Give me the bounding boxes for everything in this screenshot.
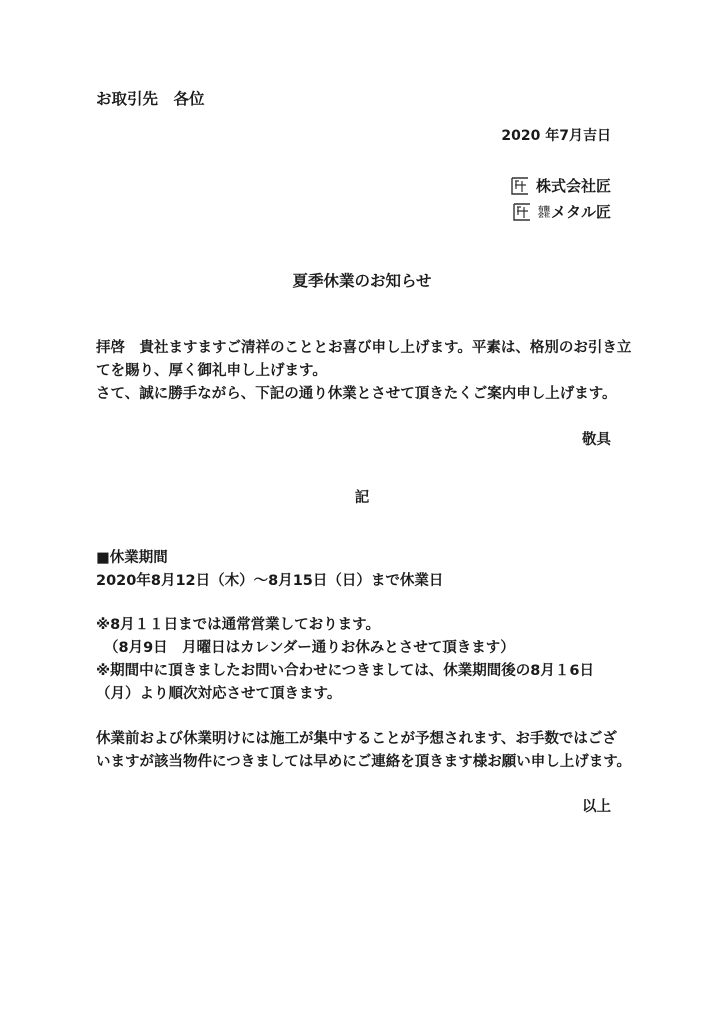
ki-heading: 記 bbox=[354, 490, 370, 506]
note-line-1: ※8月１１日までは通常営業しております。 bbox=[96, 617, 381, 633]
company-line-1 bbox=[510, 175, 611, 196]
company-name-1: 株式会社匠 bbox=[535, 177, 611, 195]
greeting-line-1: 拝啓 貴社ますますご清祥のこととお喜び申し上げます。平素は、格別のお引き立 bbox=[96, 340, 632, 356]
notice-title: 夏季休業のお知らせ bbox=[292, 272, 432, 290]
company-name-2: メタル匠 bbox=[550, 203, 611, 221]
recipient-line: お取引先 各位 bbox=[96, 90, 205, 108]
period-dates: 2020年8月12日（木）～8月15日（日）まで休業日 bbox=[96, 573, 444, 589]
note-line-3: ※期間中に頂きましたお問い合わせにつきましては、休業期間後の8月１6日 bbox=[96, 663, 594, 679]
end-mark: 以上 bbox=[582, 799, 611, 815]
closing-line-2: いますが該当物件につきましては早めにご連絡を頂きます様お願い申し上げます。 bbox=[96, 754, 632, 770]
note-line-4: （月）より順次対応させて頂きます。 bbox=[96, 686, 342, 702]
greeting-closing: 敬具 bbox=[582, 432, 611, 448]
note-line-2: （8月9日 月曜日はカレンダー通りお休みとさせて頂きます） bbox=[104, 640, 515, 656]
greeting-line-2: てを賜り、厚く御礼申し上げます。 bbox=[96, 363, 327, 379]
period-heading: ■休業期間 bbox=[96, 550, 168, 566]
company-type-top: 有限 bbox=[537, 205, 550, 213]
closing-line-1: 休業前および休業明けには施工が集中することが予想されます、お手数ではござ bbox=[96, 731, 617, 747]
takumi-logo-icon bbox=[510, 176, 530, 196]
takumi-logo-icon bbox=[512, 202, 532, 222]
issue-date: 2020 年7月吉日 bbox=[501, 128, 611, 144]
company-type-bottom: 会社 bbox=[537, 211, 550, 219]
greeting-line-3: さて、誠に勝手ながら、下記の通り休業とさせて頂きたくご案内申し上げます。 bbox=[96, 386, 617, 402]
company-line-2 bbox=[512, 201, 611, 222]
company-type-small bbox=[538, 207, 550, 219]
